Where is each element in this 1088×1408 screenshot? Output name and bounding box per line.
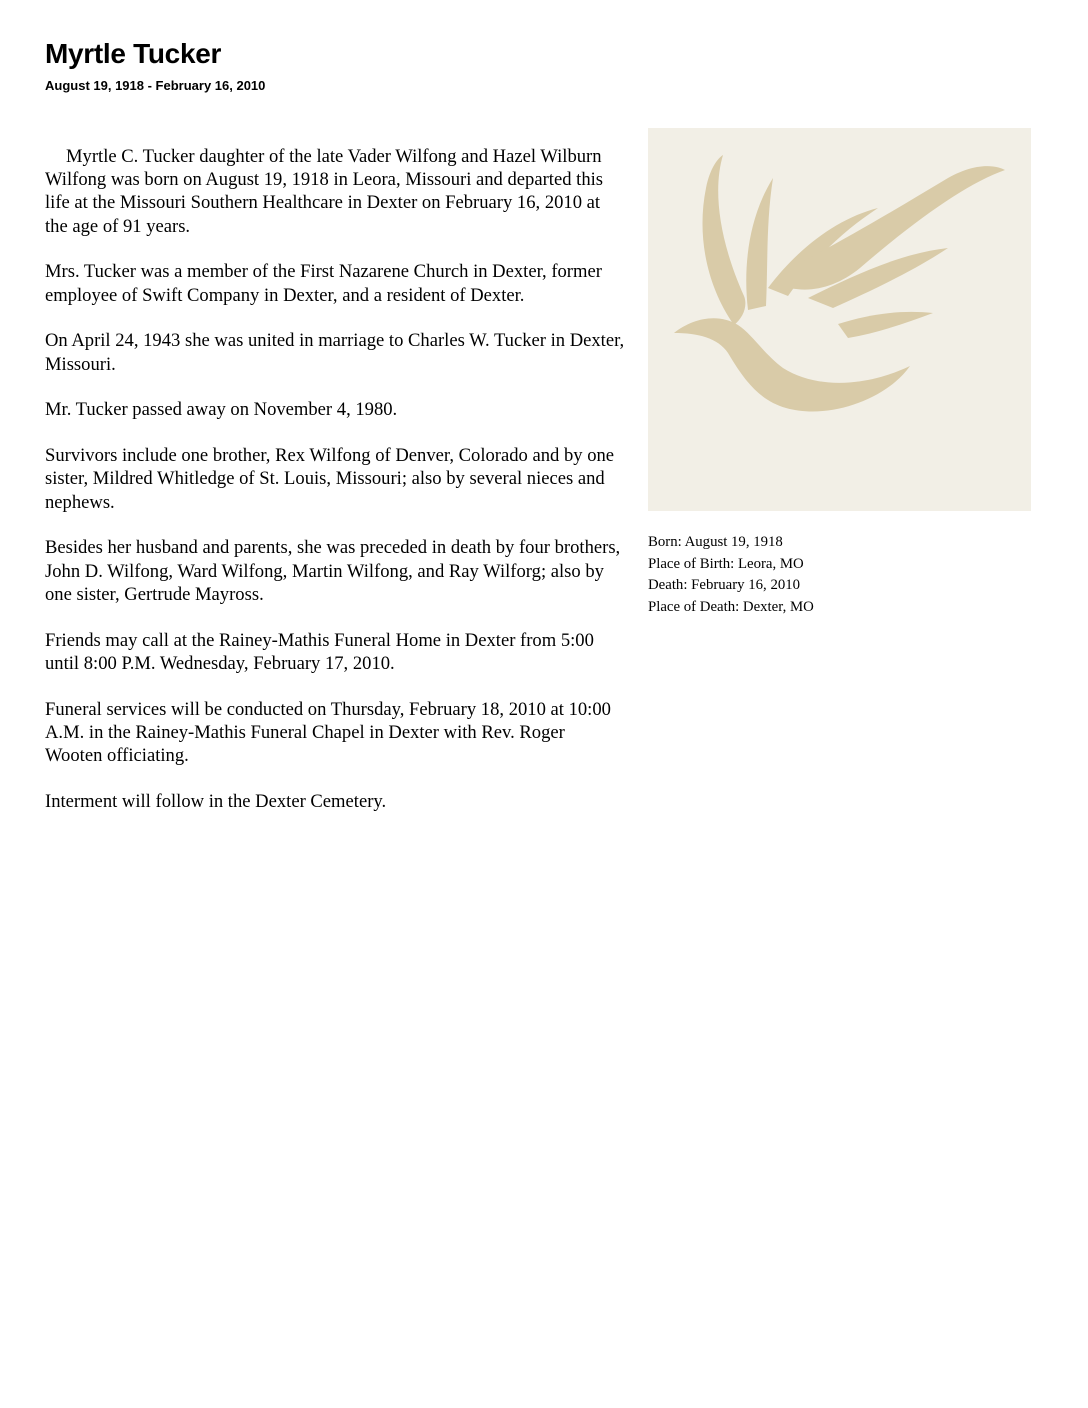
dove-icon <box>648 128 1031 511</box>
dove-image-panel <box>648 128 1031 511</box>
death-fact: Death: February 16, 2010 <box>648 577 801 593</box>
obituary-text <box>45 145 625 836</box>
obituary-paragraph: Friends may call at the Rainey-Mathis Funeral Home in Dexter from 5:00 until 8:00 P.M. Wednesday, February 17, 2010. <box>45 629 594 674</box>
place-of-death-fact: Place of Death: Dexter, MO <box>648 598 814 615</box>
obituary-paragraph: Interment will follow in the Dexter Cemetery. <box>45 790 387 812</box>
page-title: Myrtle Tucker <box>45 38 222 69</box>
born-fact: Born: August 19, 1918 <box>648 534 783 550</box>
obituary-paragraph: Funeral services will be conducted on Thursday, February 18, 2010 at 10:00 A.M. in the Rainey-Mathis Funeral Chapel in Dexter with Rev. Roger Wooten officiating. <box>45 698 611 767</box>
obituary-paragraph: Mr. Tucker passed away on November 4, 1980. <box>45 399 398 421</box>
page-dates: August 19, 1918 - February 16, 2010 <box>45 78 266 93</box>
obituary-paragraph: Mrs. Tucker was a member of the First Nazarene Church in Dexter, former employee of Swift Company in Dexter, and a resident of Dexter. <box>45 261 602 306</box>
facts-list <box>648 532 814 618</box>
obituary-paragraph: Besides her husband and parents, she was preceded in death by four brothers, John D. Wilfong, Ward Wilfong, Martin Wilfong, and Ray Wilforg; also by one sister, Gertrude Mayross. <box>45 537 621 605</box>
obituary-paragraph: Myrtle C. Tucker daughter of the late Vader Wilfong and Hazel Wilburn Wilfong was born on August 19, 1918 in Leora, Missouri and departed this life at the Missouri Southern Healthcare in Dexter on February 16, 2010 at the age of 91 years. <box>45 146 604 237</box>
place-of-birth-fact: Place of Birth: Leora, MO <box>648 555 804 572</box>
obituary-paragraph: On April 24, 1943 she was united in marriage to Charles W. Tucker in Dexter, Missouri. <box>45 330 625 375</box>
obituary-paragraph: Survivors include one brother, Rex Wilfong of Denver, Colorado and by one sister, Mildred Whitledge of St. Louis, Missouri; also by several nieces and nephews. <box>45 445 615 513</box>
